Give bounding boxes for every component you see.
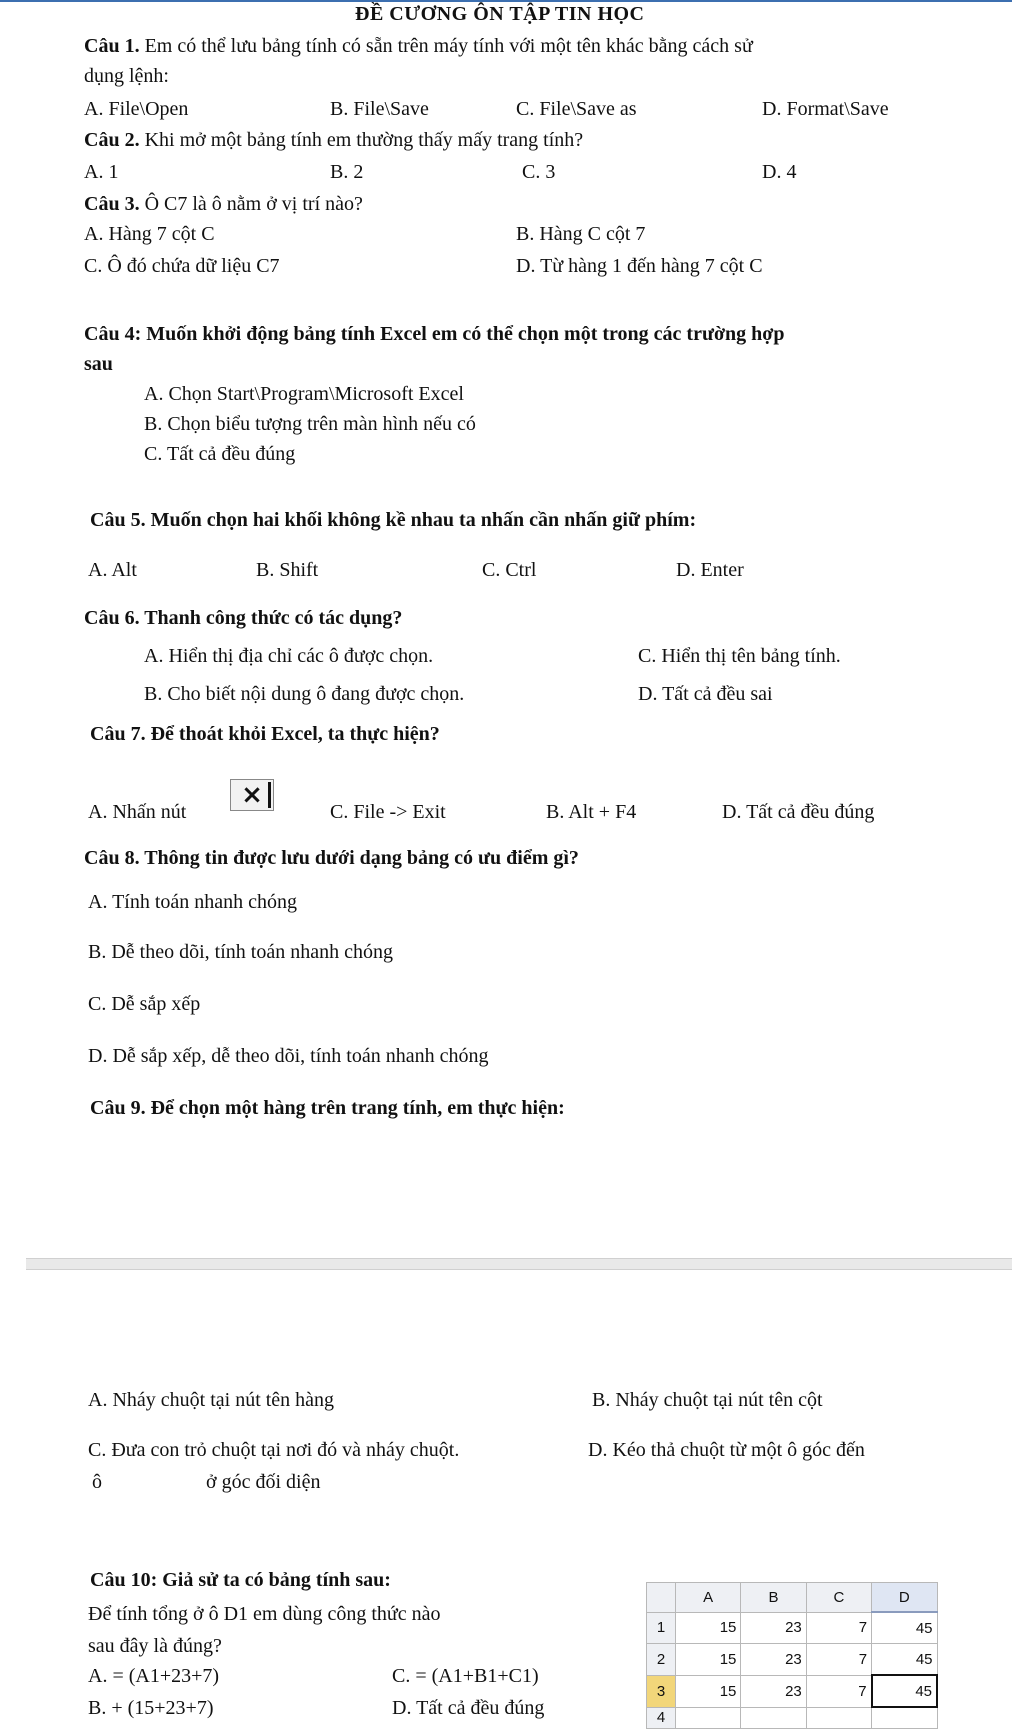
cell-d1: 45 <box>872 1612 937 1644</box>
row-header-1: 1 <box>647 1612 676 1644</box>
q10-text: Câu 10: Giả sử ta có bảng tính sau: <box>90 1569 391 1591</box>
q10-text-line2: Để tính tổng ở ô D1 em dùng công thức nào <box>88 1603 441 1625</box>
q5-option-a: A. Alt <box>88 559 137 581</box>
q3-text: Ô C7 là ô nằm ở vị trí nào? <box>144 193 363 215</box>
cell-d4 <box>872 1707 937 1729</box>
q1-text: Em có thể lưu bảng tính có sẵn trên máy tính với một tên khác bằng cách sử <box>144 35 753 57</box>
column-header-d: D <box>872 1583 937 1613</box>
q1-text-line1 <box>84 34 753 58</box>
cell-a3: 15 <box>676 1675 741 1707</box>
q6-option-a: A. Hiển thị địa chỉ các ô được chọn. <box>144 645 434 667</box>
spreadsheet-image <box>646 1582 938 1732</box>
q5-option-c: C. Ctrl <box>482 559 537 581</box>
q8-option-b: B. Dễ theo dõi, tính toán nhanh chóng <box>88 941 393 963</box>
q4-option-c: C. Tất cả đều đúng <box>144 443 296 465</box>
q9-option-d-line2-b: ở góc đối diện <box>206 1471 321 1493</box>
q5-option-b: B. Shift <box>256 559 319 581</box>
q9-option-d: D. Kéo thả chuột từ một ô góc đến <box>588 1439 865 1461</box>
document-title: ĐỀ CƯƠNG ÔN TẬP TIN HỌC <box>355 3 645 25</box>
q1-option-c: C. File\Save as <box>516 98 637 120</box>
q1-text-line2: dụng lệnh: <box>84 65 169 87</box>
q7-option-d: D. Tất cả đều đúng <box>722 801 875 823</box>
q9-text: Câu 9. Để chọn một hàng trên trang tính, em thực hiện: <box>90 1097 565 1119</box>
cell-a4 <box>676 1707 741 1729</box>
q4-option-b: B. Chọn biểu tượng trên màn hình nếu có <box>144 413 476 435</box>
q1-option-b: B. File\Save <box>330 98 429 120</box>
cell-d3-selected: 45 <box>872 1675 937 1707</box>
close-icon: × <box>230 779 274 811</box>
select-all-corner <box>647 1583 676 1613</box>
q6-text: Câu 6. Thanh công thức có tác dụng? <box>84 607 403 629</box>
q9-option-a: A. Nháy chuột tại nút tên hàng <box>88 1389 335 1411</box>
q5-option-d: D. Enter <box>676 559 744 581</box>
cell-b4 <box>741 1707 806 1729</box>
q2-option-b: B. 2 <box>330 161 364 183</box>
column-header-b: B <box>741 1583 806 1613</box>
q3-option-c: C. Ô đó chứa dữ liệu C7 <box>84 255 280 277</box>
cell-c3: 7 <box>806 1675 871 1707</box>
q4-text-line2: sau <box>84 353 113 375</box>
q8-option-a: A. Tính toán nhanh chóng <box>88 891 298 913</box>
q6-option-b: B. Cho biết nội dung ô đang được chọn. <box>144 683 465 705</box>
q2-option-a: A. 1 <box>84 161 119 183</box>
q10-option-d: D. Tất cả đều đúng <box>392 1697 545 1719</box>
q4-text-line1: Câu 4: Muốn khởi động bảng tính Excel em có thể chọn một trong các trường hợp <box>84 323 785 345</box>
q3-label: Câu 3. <box>84 193 140 215</box>
row-header-2: 2 <box>647 1644 676 1676</box>
q3-text-line <box>84 192 363 216</box>
spreadsheet-row <box>647 1707 938 1729</box>
page-separator <box>26 1258 1012 1270</box>
q2-option-d: D. 4 <box>762 161 797 183</box>
cell-b2: 23 <box>741 1644 806 1676</box>
column-header-a: A <box>676 1583 741 1613</box>
q1-option-d: D. Format\Save <box>762 98 889 120</box>
q7-option-a: A. Nhấn nút <box>88 801 187 823</box>
q7-option-c: C. File -> Exit <box>330 801 446 823</box>
q1-label: Câu 1. <box>84 35 140 57</box>
cell-a1: 15 <box>676 1612 741 1644</box>
q6-option-c: C. Hiển thị tên bảng tính. <box>638 645 841 667</box>
q4-option-a: A. Chọn Start\Program\Microsoft Excel <box>144 383 464 405</box>
q3-option-a: A. Hàng 7 cột C <box>84 223 215 245</box>
q2-text: Khi mở một bảng tính em thường thấy mấy trang tính? <box>144 129 584 151</box>
q8-text: Câu 8. Thông tin được lưu dưới dạng bảng có ưu điểm gì? <box>84 847 579 869</box>
cell-c1: 7 <box>806 1612 871 1644</box>
q7-text: Câu 7. Để thoát khỏi Excel, ta thực hiện? <box>90 723 440 745</box>
q9-option-b: B. Nháy chuột tại nút tên cột <box>592 1389 823 1411</box>
q7-option-b: B. Alt + F4 <box>546 801 637 823</box>
spreadsheet-row <box>647 1644 938 1676</box>
q3-option-d: D. Từ hàng 1 đến hàng 7 cột C <box>516 255 763 277</box>
q2-option-c: C. 3 <box>522 161 556 183</box>
cell-b3: 23 <box>741 1675 806 1707</box>
q8-option-c: C. Dễ sắp xếp <box>88 993 201 1015</box>
cell-d2: 45 <box>872 1644 937 1676</box>
row-header-3: 3 <box>647 1675 676 1707</box>
q6-option-d: D. Tất cả đều sai <box>638 683 773 705</box>
q10-option-c: C. = (A1+B1+C1) <box>392 1665 539 1687</box>
cell-b1: 23 <box>741 1612 806 1644</box>
cell-a2: 15 <box>676 1644 741 1676</box>
q8-option-d: D. Dễ sắp xếp, dễ theo dõi, tính toán nhanh chóng <box>88 1045 489 1067</box>
q1-option-a: A. File\Open <box>84 98 189 120</box>
q9-option-c: C. Đưa con trỏ chuột tại nơi đó và nháy chuột. <box>88 1439 460 1461</box>
column-header-c: C <box>806 1583 871 1613</box>
q5-text: Câu 5. Muốn chọn hai khối không kề nhau ta nhấn cần nhấn giữ phím: <box>90 509 697 531</box>
q2-label: Câu 2. <box>84 129 140 151</box>
q10-option-a: A. = (A1+23+7) <box>88 1665 220 1687</box>
q2-text-line <box>84 128 583 152</box>
spreadsheet-header-row <box>647 1583 938 1613</box>
spreadsheet-table <box>646 1582 938 1729</box>
q3-option-b: B. Hàng C cột 7 <box>516 223 646 245</box>
spreadsheet-row <box>647 1675 938 1707</box>
spreadsheet-row <box>647 1612 938 1644</box>
cell-c4 <box>806 1707 871 1729</box>
q9-option-d-line2-a: ô <box>92 1471 102 1493</box>
row-header-4: 4 <box>647 1707 676 1729</box>
cell-c2: 7 <box>806 1644 871 1676</box>
q10-text-line3: sau đây là đúng? <box>88 1635 222 1657</box>
q10-option-b: B. + (15+23+7) <box>88 1697 214 1719</box>
